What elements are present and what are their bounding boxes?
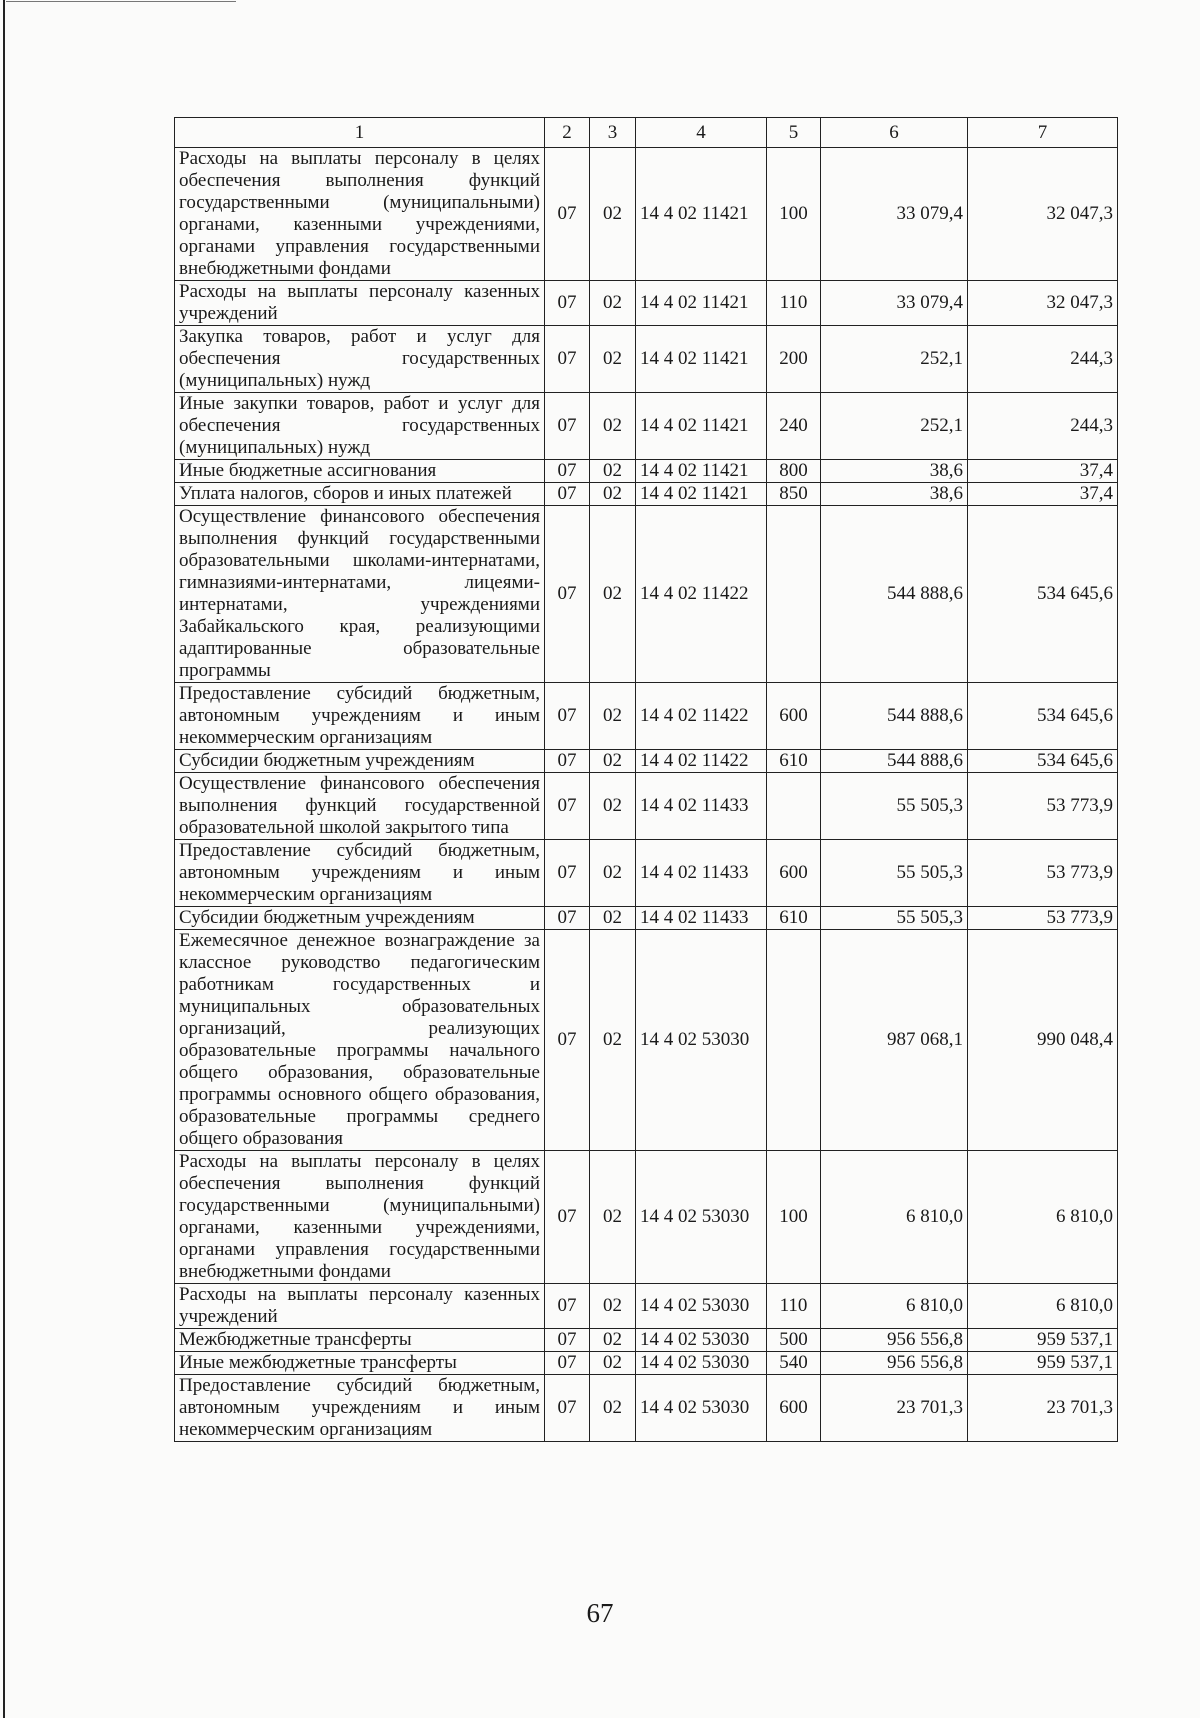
- subsection-code: 02: [590, 281, 636, 326]
- expense-type-code: [767, 773, 821, 840]
- header-cell-4: 4: [636, 118, 767, 148]
- expense-type-code: 800: [767, 460, 821, 483]
- expense-type-code: 200: [767, 326, 821, 393]
- amount-year-2: 534 645,6: [968, 750, 1118, 773]
- subsection-code: 02: [590, 148, 636, 281]
- amount-year-1: 38,6: [821, 483, 968, 506]
- subsection-code: 02: [590, 773, 636, 840]
- target-article-code: 14 4 02 11433: [636, 907, 767, 930]
- subsection-code: 02: [590, 930, 636, 1151]
- target-article-code: 14 4 02 11422: [636, 506, 767, 683]
- row-description: Предоставление субсидий бюджетным, автономным учреждениям и иным некоммерческим организациям: [175, 840, 545, 907]
- table-row: [175, 1375, 1118, 1442]
- header-cell-1: 1: [175, 118, 545, 148]
- section-code: 07: [545, 1284, 590, 1329]
- amount-year-1: 544 888,6: [821, 506, 968, 683]
- section-code: 07: [545, 460, 590, 483]
- amount-year-2: 6 810,0: [968, 1284, 1118, 1329]
- subsection-code: 02: [590, 393, 636, 460]
- subsection-code: 02: [590, 1329, 636, 1352]
- amount-year-2: 6 810,0: [968, 1151, 1118, 1284]
- amount-year-2: 959 537,1: [968, 1352, 1118, 1375]
- expense-type-code: 600: [767, 840, 821, 907]
- target-article-code: 14 4 02 53030: [636, 1284, 767, 1329]
- table-row: [175, 1284, 1118, 1329]
- section-code: 07: [545, 907, 590, 930]
- amount-year-2: 32 047,3: [968, 148, 1118, 281]
- subsection-code: 02: [590, 460, 636, 483]
- amount-year-1: 987 068,1: [821, 930, 968, 1151]
- header-row: [175, 118, 1118, 148]
- target-article-code: 14 4 02 11433: [636, 773, 767, 840]
- row-description: Межбюджетные трансферты: [175, 1329, 545, 1352]
- table-row: [175, 483, 1118, 506]
- table-row: [175, 326, 1118, 393]
- section-code: 07: [545, 483, 590, 506]
- table-row: [175, 907, 1118, 930]
- top-edge-rule: [6, 1, 236, 2]
- section-code: 07: [545, 281, 590, 326]
- section-code: 07: [545, 326, 590, 393]
- target-article-code: 14 4 02 11421: [636, 281, 767, 326]
- target-article-code: 14 4 02 11421: [636, 393, 767, 460]
- expense-type-code: 100: [767, 148, 821, 281]
- section-code: 07: [545, 1151, 590, 1284]
- row-description: Иные бюджетные ассигнования: [175, 460, 545, 483]
- binding-edge-line: [3, 0, 5, 1718]
- target-article-code: 14 4 02 53030: [636, 930, 767, 1151]
- header-cell-5: 5: [767, 118, 821, 148]
- table-row: [175, 773, 1118, 840]
- expense-type-code: 110: [767, 281, 821, 326]
- expense-type-code: 600: [767, 683, 821, 750]
- subsection-code: 02: [590, 907, 636, 930]
- expense-type-code: 110: [767, 1284, 821, 1329]
- header-cell-6: 6: [821, 118, 968, 148]
- target-article-code: 14 4 02 11421: [636, 483, 767, 506]
- section-code: 07: [545, 750, 590, 773]
- amount-year-1: 252,1: [821, 326, 968, 393]
- table-row: [175, 460, 1118, 483]
- row-description: Закупка товаров, работ и услуг для обеспечения государственных (муниципальных) нужд: [175, 326, 545, 393]
- expense-type-code: [767, 506, 821, 683]
- table-row: [175, 840, 1118, 907]
- amount-year-2: 53 773,9: [968, 907, 1118, 930]
- expense-type-code: 850: [767, 483, 821, 506]
- row-description: Предоставление субсидий бюджетным, автономным учреждениям и иным некоммерческим организациям: [175, 683, 545, 750]
- target-article-code: 14 4 02 53030: [636, 1352, 767, 1375]
- amount-year-1: 956 556,8: [821, 1329, 968, 1352]
- section-code: 07: [545, 1375, 590, 1442]
- target-article-code: 14 4 02 11422: [636, 683, 767, 750]
- target-article-code: 14 4 02 11421: [636, 148, 767, 281]
- amount-year-1: 55 505,3: [821, 907, 968, 930]
- amount-year-1: 252,1: [821, 393, 968, 460]
- target-article-code: 14 4 02 53030: [636, 1151, 767, 1284]
- target-article-code: 14 4 02 53030: [636, 1329, 767, 1352]
- expense-type-code: 610: [767, 907, 821, 930]
- header-cell-7: 7: [968, 118, 1118, 148]
- expense-type-code: 600: [767, 1375, 821, 1442]
- amount-year-2: 959 537,1: [968, 1329, 1118, 1352]
- amount-year-2: 53 773,9: [968, 773, 1118, 840]
- amount-year-2: 53 773,9: [968, 840, 1118, 907]
- amount-year-1: 23 701,3: [821, 1375, 968, 1442]
- section-code: 07: [545, 506, 590, 683]
- row-description: Иные закупки товаров, работ и услуг для обеспечения государственных (муниципальных) нужд: [175, 393, 545, 460]
- target-article-code: 14 4 02 11433: [636, 840, 767, 907]
- expense-type-code: 610: [767, 750, 821, 773]
- table-row: [175, 506, 1118, 683]
- table-row: [175, 393, 1118, 460]
- table-row: [175, 1329, 1118, 1352]
- row-description: Предоставление субсидий бюджетным, автономным учреждениям и иным некоммерческим организациям: [175, 1375, 545, 1442]
- table-row: [175, 148, 1118, 281]
- target-article-code: 14 4 02 53030: [636, 1375, 767, 1442]
- amount-year-1: 55 505,3: [821, 773, 968, 840]
- amount-year-2: 534 645,6: [968, 683, 1118, 750]
- table-row: [175, 281, 1118, 326]
- amount-year-2: 37,4: [968, 483, 1118, 506]
- subsection-code: 02: [590, 683, 636, 750]
- row-description: Осуществление финансового обеспечения выполнения функций государственной образовательной школой закрытого типа: [175, 773, 545, 840]
- subsection-code: 02: [590, 1352, 636, 1375]
- amount-year-1: 544 888,6: [821, 683, 968, 750]
- section-code: 07: [545, 840, 590, 907]
- expense-type-code: 240: [767, 393, 821, 460]
- table-row: [175, 930, 1118, 1151]
- amount-year-2: 990 048,4: [968, 930, 1118, 1151]
- row-description: Субсидии бюджетным учреждениям: [175, 750, 545, 773]
- table-row: [175, 683, 1118, 750]
- subsection-code: 02: [590, 483, 636, 506]
- row-description: Расходы на выплаты персоналу в целях обеспечения выполнения функций государственными (муниципальными) органами, казенными учреждениями, органами управления государственными внебюджетными фондами: [175, 148, 545, 281]
- amount-year-1: 55 505,3: [821, 840, 968, 907]
- page-number: 67: [586, 1598, 614, 1628]
- amount-year-1: 6 810,0: [821, 1151, 968, 1284]
- target-article-code: 14 4 02 11421: [636, 460, 767, 483]
- subsection-code: 02: [590, 1375, 636, 1442]
- section-code: 07: [545, 683, 590, 750]
- row-description: Осуществление финансового обеспечения выполнения функций государственными образовательными школами-интернатами, гимназиями-интернатами, лицеями-интернатами, учреждениями Забайкальского края, реализующими адаптированные образовательные программы: [175, 506, 545, 683]
- amount-year-2: 244,3: [968, 393, 1118, 460]
- amount-year-1: 6 810,0: [821, 1284, 968, 1329]
- header-cell-3: 3: [590, 118, 636, 148]
- amount-year-1: 33 079,4: [821, 148, 968, 281]
- amount-year-1: 38,6: [821, 460, 968, 483]
- row-description: Расходы на выплаты персоналу в целях обеспечения выполнения функций государственными (муниципальными) органами, казенными учреждениями, органами управления государственными внебюджетными фондами: [175, 1151, 545, 1284]
- table-row: [175, 1151, 1118, 1284]
- target-article-code: 14 4 02 11421: [636, 326, 767, 393]
- budget-table: [174, 117, 1118, 1442]
- row-description: Иные межбюджетные трансферты: [175, 1352, 545, 1375]
- section-code: 07: [545, 1352, 590, 1375]
- amount-year-1: 33 079,4: [821, 281, 968, 326]
- table-row: [175, 1352, 1118, 1375]
- section-code: 07: [545, 773, 590, 840]
- amount-year-2: 244,3: [968, 326, 1118, 393]
- row-description: Расходы на выплаты персоналу казенных учреждений: [175, 1284, 545, 1329]
- subsection-code: 02: [590, 1284, 636, 1329]
- section-code: 07: [545, 1329, 590, 1352]
- amount-year-2: 32 047,3: [968, 281, 1118, 326]
- subsection-code: 02: [590, 840, 636, 907]
- amount-year-1: 956 556,8: [821, 1352, 968, 1375]
- subsection-code: 02: [590, 1151, 636, 1284]
- expense-type-code: [767, 930, 821, 1151]
- row-description: Уплата налогов, сборов и иных платежей: [175, 483, 545, 506]
- section-code: 07: [545, 393, 590, 460]
- subsection-code: 02: [590, 506, 636, 683]
- amount-year-2: 23 701,3: [968, 1375, 1118, 1442]
- subsection-code: 02: [590, 750, 636, 773]
- target-article-code: 14 4 02 11422: [636, 750, 767, 773]
- section-code: 07: [545, 148, 590, 281]
- table-row: [175, 750, 1118, 773]
- row-description: Расходы на выплаты персоналу казенных учреждений: [175, 281, 545, 326]
- expense-type-code: 500: [767, 1329, 821, 1352]
- header-cell-2: 2: [545, 118, 590, 148]
- amount-year-2: 37,4: [968, 460, 1118, 483]
- section-code: 07: [545, 930, 590, 1151]
- amount-year-1: 544 888,6: [821, 750, 968, 773]
- row-description: Ежемесячное денежное вознаграждение за классное руководство педагогическим работникам государственных и муниципальных образовательных организаций, реализующих образовательные программы начального общего образования, образовательные программы основного общего образования, образовательные программы среднего общего образования: [175, 930, 545, 1151]
- amount-year-2: 534 645,6: [968, 506, 1118, 683]
- expense-type-code: 100: [767, 1151, 821, 1284]
- row-description: Субсидии бюджетным учреждениям: [175, 907, 545, 930]
- expense-type-code: 540: [767, 1352, 821, 1375]
- subsection-code: 02: [590, 326, 636, 393]
